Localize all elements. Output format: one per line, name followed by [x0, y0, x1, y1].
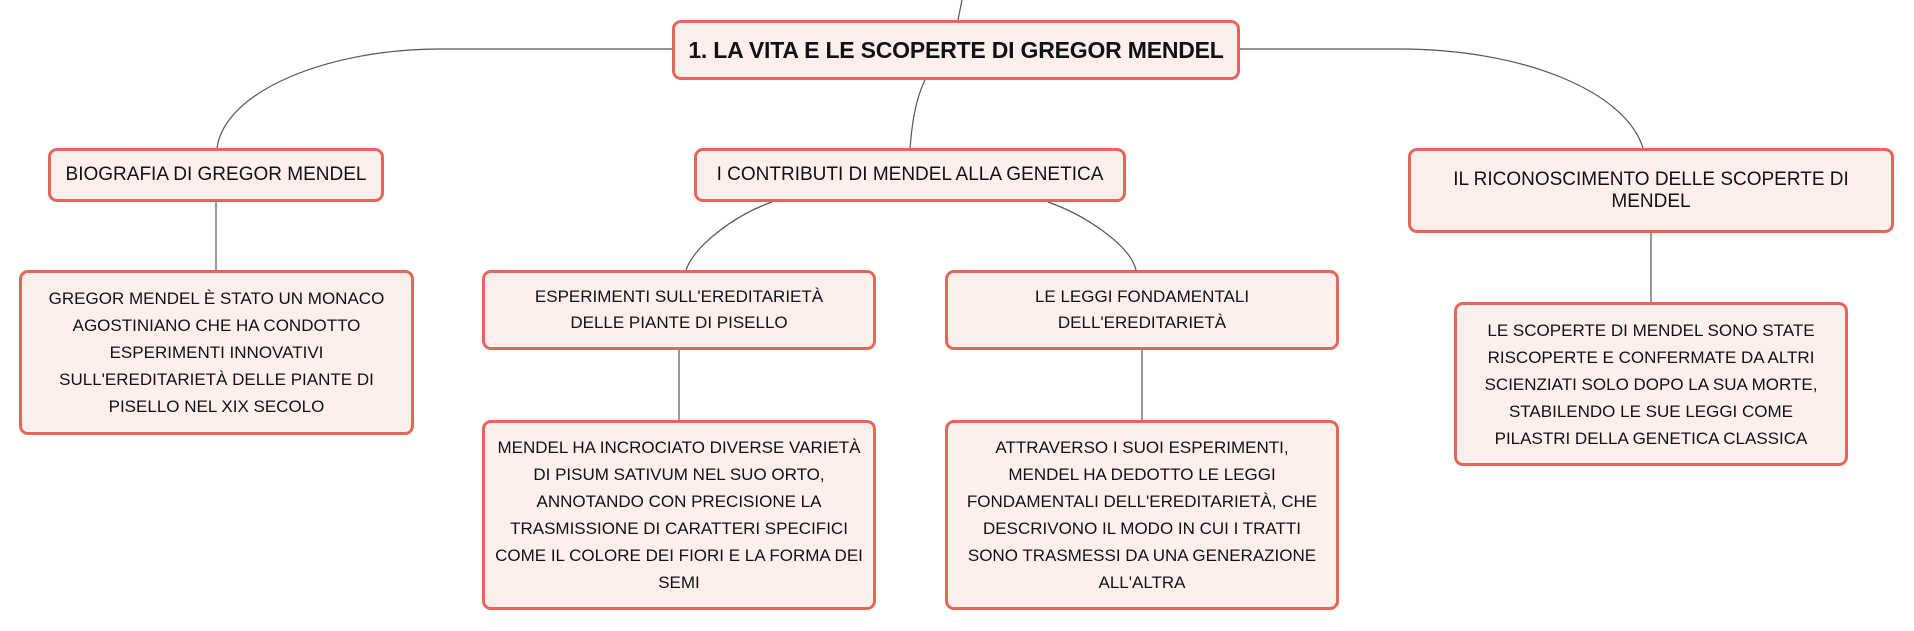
- topic-biography[interactable]: [48, 148, 384, 202]
- experiments-detail-node[interactable]: [482, 420, 876, 610]
- connector-root-to-recognition: [1240, 49, 1643, 148]
- topic-contributions[interactable]: [694, 148, 1126, 202]
- experiments-detail-text: MENDEL HA INCROCIATO DIVERSE VARIETÀ DI PISUM SATIVUM NEL SUO ORTO, ANNOTANDO CON PRECISIONE LA TRASMISSIONE DI CARATTERI SPECIFICI COME IL COLORE DEI FIORI E LA FORMA DEI SEMI: [495, 438, 863, 592]
- subtopic-laws-label: LE LEGGI FONDAMENTALI DELL'EREDITARIETÀ: [1034, 287, 1250, 332]
- recognition-detail-node[interactable]: [1454, 302, 1848, 466]
- connector-root-to-contributions: [910, 80, 925, 148]
- root-topic[interactable]: [672, 20, 1240, 80]
- connector-parent-to-root: [958, 0, 962, 20]
- connector-root-to-biography: [217, 49, 672, 148]
- biography-detail-text: GREGOR MENDEL È STATO UN MONACO AGOSTINIANO CHE HA CONDOTTO ESPERIMENTI INNOVATIVI SULL'EREDITARIETÀ DELLE PIANTE DI PISELLO NEL XIX SECOLO: [48, 289, 385, 416]
- connector-contributions-to-experiments: [686, 202, 772, 270]
- subtopic-experiments[interactable]: [482, 270, 876, 350]
- connector-contributions-to-laws: [1048, 202, 1136, 270]
- subtopic-laws[interactable]: [945, 270, 1339, 350]
- topic-recognition[interactable]: [1408, 148, 1894, 233]
- root-topic-label: 1. LA VITA E LE SCOPERTE DI GREGOR MENDEL: [688, 36, 1224, 63]
- topic-recognition-label: IL RICONOSCIMENTO DELLE SCOPERTE DI MENDEL: [1453, 168, 1849, 212]
- laws-detail-node[interactable]: [945, 420, 1339, 610]
- recognition-detail-text: LE SCOPERTE DI MENDEL SONO STATE RISCOPERTE E CONFERMATE DA ALTRI SCIENZIATI SOLO DOPO LA SUA MORTE, STABILENDO LE SUE LEGGI COME PILASTRI DELLA GENETICA CLASSICA: [1484, 320, 1818, 448]
- topic-contributions-label: I CONTRIBUTI DI MENDEL ALLA GENETICA: [716, 164, 1104, 185]
- biography-detail-node[interactable]: [19, 270, 414, 435]
- topic-biography-label: BIOGRAFIA DI GREGOR MENDEL: [65, 164, 367, 185]
- laws-detail-text: ATTRAVERSO I SUOI ESPERIMENTI, MENDEL HA DEDOTTO LE LEGGI FONDAMENTALI DELL'EREDITARIETÀ, CHE DESCRIVONO IL MODO IN CUI I TRATTI SONO TRASMESSI DA UNA GENERAZIONE ALL'ALTRA: [966, 438, 1318, 592]
- subtopic-experiments-label: ESPERIMENTI SULL'EREDITARIETÀ DELLE PIANTE DI PISELLO: [534, 287, 824, 332]
